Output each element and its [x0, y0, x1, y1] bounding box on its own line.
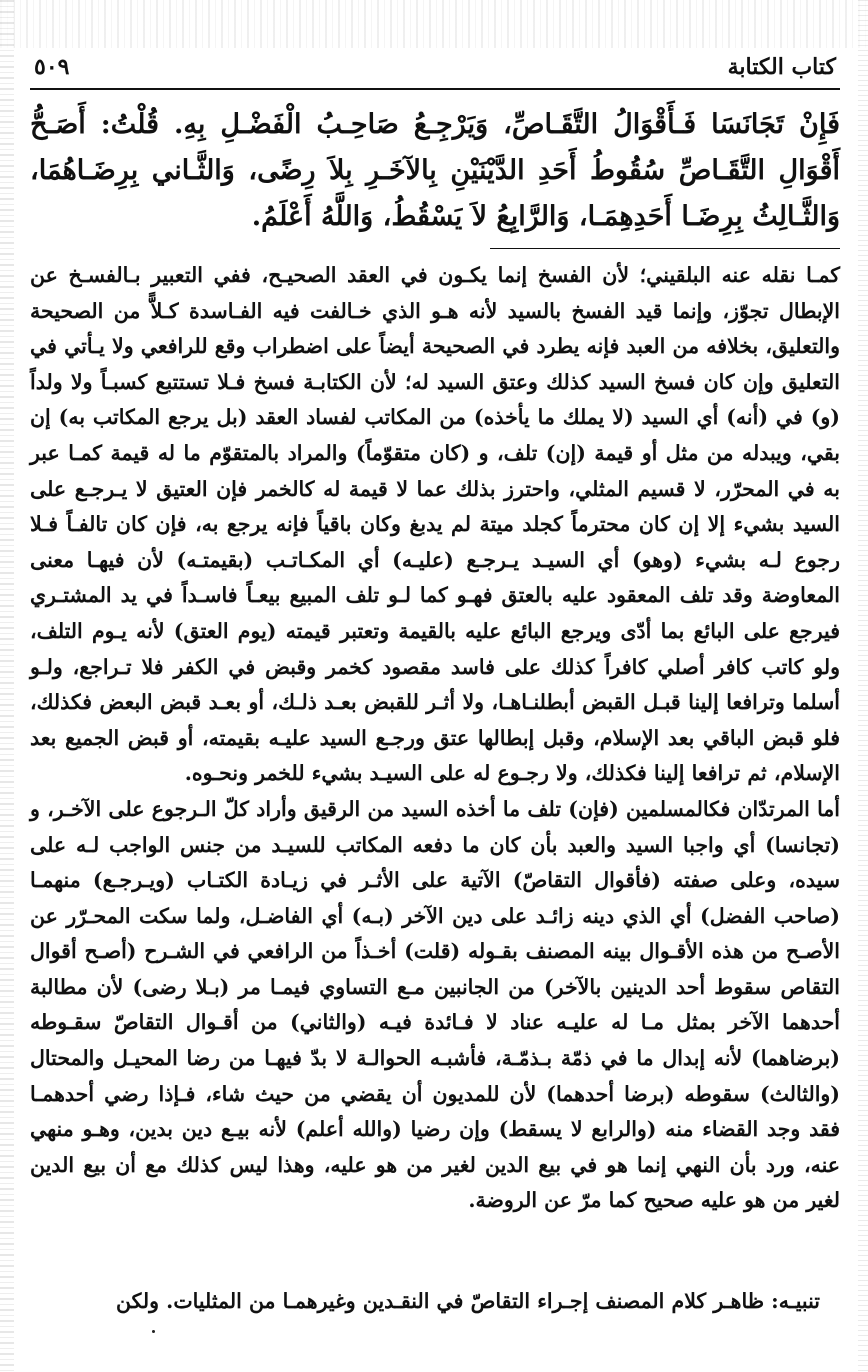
page-header: [30, 50, 840, 90]
footnote-divider: [490, 248, 840, 249]
main-text: [30, 102, 840, 240]
scan-edge-right: [858, 0, 868, 1372]
page-number: ٥٠٩: [34, 54, 70, 80]
scan-speck: [152, 1330, 155, 1333]
commentary-paragraph-2: أما المرتدّان فكالمسلمين (فإن) تلف ما أخذه السيد من الرقيق وأراد كلّ الـرجوع على الآخـر، و (تجانسا) أي واجبا السيد والعبد بأن كان ما دفعه المكاتب للسيـد من جنس الواجب لـه على سيده، وعلى صفته (فأقوال التقاصّ) الآتية على الأثـر في زيـادة الكتـاب (ويـرجـع) منهمـا (صاحب الفضل) أي الذي دينه زائـد على دين الآخر (بـه) أي الفاضـل، ولما سكت المحـرّر عن الأصـح من هذه الأقـوال بينه المصنف بقـوله (قلت) أخـذاً من الرافعي في الشـرح (أصـح أقوال التقاص سقوط أحد الدينين بالآخر) من الجانبين مـع التساوي فيمـا مر (بـلا رضى) لأن مطالبة أحدهما الآخر بمثل مـا له عليـه عناد لا فـائدة فيـه (والثاني) من أقـوال التقاصّ سقـوطه (برضاهما) لأنه إبدال ما في ذمّة بـذمّـة، فأشبـه الحوالـة لا بدّ فيهـا من رضا المحيـل والمحتال (والثالث) سقوطه (برضا أحدهما) لأن للمديون أن يقضي من حيث شاء، فـإذا رضي أحدهمـا فقد وجد القضاء منه (والرابع لا يسقط) وإن رضيا (والله أعلم) لأنه بيـع دين بدين، وهـو منهي عنه، ورد بأن النهي إنما هو في بيع الدين لغير من هو عليه، وهذا ليس كذلك مع أن بيع الدين لغير من هو عليه صحيح كما مرّ عن الروضة.: [30, 796, 840, 1213]
matn-paragraph: فَإِنْ تَجَانَسَا فَـأَقْوَالُ التَّقَـاصِّ، وَيَرْجِـعُ صَاحِـبُ الْفَضْـلِ بِهِ. قُلْتُ: أَصَـحُّ أَقْوَالِ التَّقَـاصِّ سُقُوطُ أَحَدِ الدَّيْنَيْنِ بِالآخَـرِ بِلاَ رِضًى، وَالثَّـاني بِرِضَـاهُمَا، وَالثَّـالِثُ بِرِضَـا أَحَدِهِمَـا، وَالرَّابِعُ لاَ يَسْقُطُ، وَاللَّهُ أَعْلَمُ.: [30, 109, 840, 232]
note-paragraph: [30, 1284, 840, 1319]
book-title: كتاب الكتابة: [727, 54, 836, 80]
commentary-paragraph-1: كمـا نقله عنه البلقيني؛ لأن الفسخ إنما يكـون في العقد الصحيـح، ففي التعبير بـالفسـخ عن الإبطال تجوّز، وإنما قيد الفسخ بالسيد لأنه هـو الذي خـالفت فيه الفـاسدة كـلاًّ من الصحيحة والتعليق، بخلافه من العبد فإنه يطرد في الصحيحة أيضاً على اضطراب وقع للرافعي ولا يـأتي في التعليق وإن كان فسخ السيد كذلك وعتق السيد له؛ لأن الكتابـة فسخ فـلا تستتبع كسبـاً ولا ولداً (و) في (أنه) أي السيد (لا يملك ما يأخذه) من المكاتب لفساد العقد (بل يرجع المكاتب به) إن بقي، ويبدله من مثل أو قيمة (إن) تلف، و (كان متقوّماً) والمراد بالمتقوّم ما له قيمة كمـا عبر به في المحرّر، لا قسيم المثلي، واحترز بذلك عما لا قيمة له كالخمر فإن العتيق لا يـرجـع على السيد بشيء إلا إن كان محترماً كجلد ميتة لم يدبغ وكان باقياً فإنه يرجع به، فإن كان تالفـاً فـلا رجوع لـه بشيء (وهو) أي السيـد يـرجـع (عليـه) أي المكـاتـب (بقيمتـه) لأن فيهـا معنى المعاوضة وقد تلف المعقود عليه بالعتق فهـو كما لـو تلف المبيع بيعـاً فاسـداً في يد المشتـري فيرجع على البائع بما أدّى ويرجع البائع عليه بالقيمة وتعتبر قيمته (يوم العتق) لأنه يـوم التلف، ولو كاتب كافر أصلي كافراً كذلك على فاسد مقصود كخمر وقبض في الكفر فلا تـراجع، ولـو أسلما وترافعا إلينا قبـل القبض أبطلنـاهـا، ولا أثـر للقبض بعـد ذلـك، أو بعـد قبض البعض فكذلك، فلو قبض الباقي بعد الإسلام، وقبل إبطالها عتق ورجـع السيد عليـه بقيمته، أو قبض الجميع بعد الإسلام، ثم ترافعا إلينا فكذلك، ولا رجـوع له على السيـد بشيء للخمر ونحـوه.: [30, 263, 840, 786]
scan-edge-top: [0, 0, 868, 48]
note-text: تنبيـه: ظاهـر كلام المصنف إجـراء التقاصّ في النقـدين وغيرهمـا من المثليات. ولكن: [115, 1289, 820, 1313]
commentary-text: [30, 258, 840, 1219]
scan-edge-left: [0, 0, 14, 1372]
